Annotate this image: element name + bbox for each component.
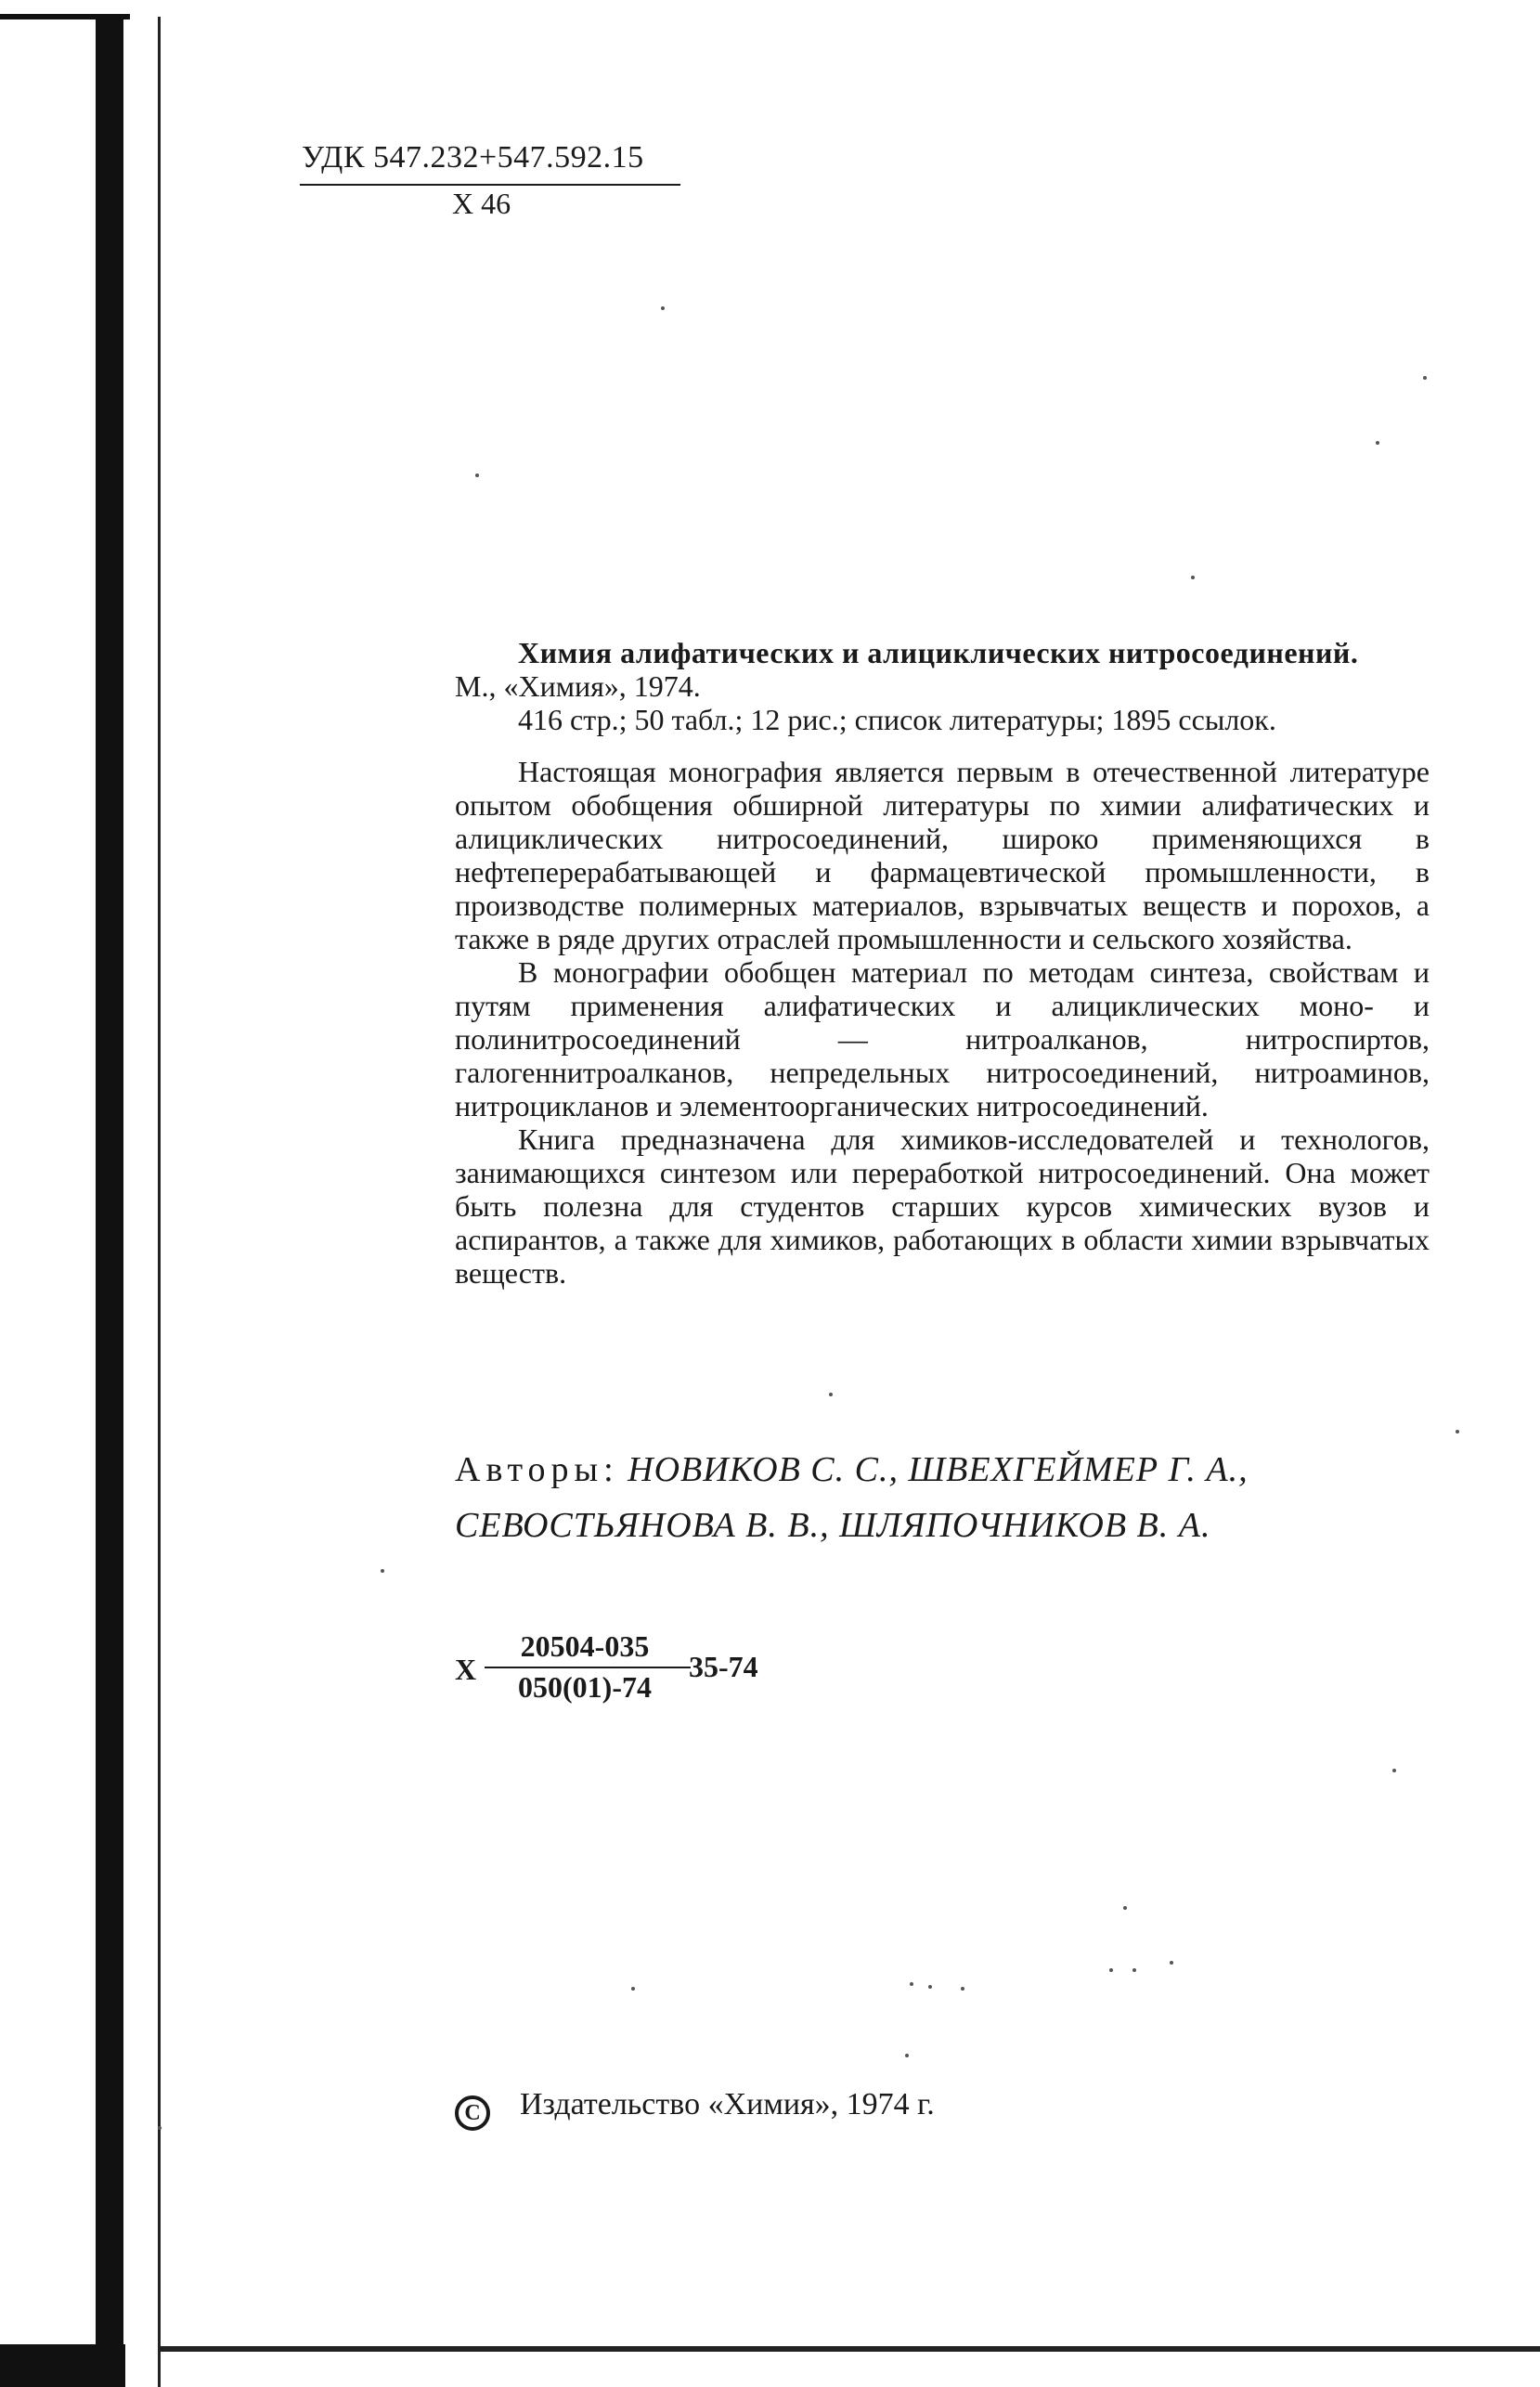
annotation-paragraph-2: В монографии обобщен материал по методам синтеза, свойствам и путям применения алифатических и алициклических моно- и полинитросоединений — нитроалканов, нитроспиртов, галогеннитроалканов, непредельных нитросоединений, нитроаминов, нитроцикланов и элементоорганических нитросоединений. (455, 955, 1430, 1122)
scan-speck (475, 474, 479, 477)
scan-speck (961, 1987, 964, 1991)
scan-edge-left-thick (96, 17, 123, 2387)
book-imprint: М., «Химия», 1974. (455, 669, 701, 703)
scan-speck (631, 1987, 635, 1991)
scan-speck (829, 1393, 833, 1396)
catalog-code-suffix: 35-74 (689, 1650, 758, 1683)
scan-speck (661, 306, 665, 310)
scan-speck (1392, 1769, 1396, 1772)
annotation (455, 755, 1430, 1290)
copyright-icon: C (455, 2095, 490, 2131)
authors-label: Авторы: (455, 1450, 619, 1489)
scan-speck (158, 2126, 162, 2130)
annotation-paragraph-1: Настоящая монография является первым в отечественной литературе опытом обобщения обширной литературы по химии алифатических и алициклических нитросоединений, широко применяющихся в нефтеперерабатывающей и фармацевтической промышленности, в производстве полимерных материалов, взрывчатых веществ и порохов, а также в ряде других отраслей промышленности и сельского хозяйства. (455, 755, 1430, 955)
authors-line-2: СЕВОСТЬЯНОВА В. В., ШЛЯПОЧНИКОВ В. А. (455, 1506, 1211, 1545)
udk-index: Х 46 (452, 187, 511, 220)
catalog-code-fraction-line (485, 1667, 691, 1668)
scan-speck (381, 1569, 384, 1573)
catalog-code (455, 1629, 826, 1722)
bibliographic-record (455, 636, 1430, 736)
scan-speck (1132, 1968, 1136, 1972)
scan-speck (1456, 1430, 1459, 1433)
scan-speck (1170, 1961, 1173, 1965)
scan-edge-bottom (158, 2346, 1540, 2352)
scan-edge-left-thin (158, 17, 161, 2387)
udk-code: УДК 547.232+547.592.15 (302, 140, 644, 175)
scan-speck (1109, 1968, 1113, 1972)
catalog-code-numerator: 20504-035 (520, 1629, 650, 1663)
annotation-paragraph-3: Книга предназначена для химиков-исследователей и технологов, занимающихся синтезом или переработкой нитросоединений. Она может быть полезна для студентов старших курсов химических вузов и аспирантов, а также для химиков, работающих в области химии взрывчатых веществ. (455, 1122, 1430, 1290)
scan-speck (1123, 1906, 1127, 1910)
book-title: Химия алифатических и алициклических нитросоединений. (518, 636, 1359, 669)
book-extent: 416 стр.; 50 табл.; 12 рис.; список литературы; 1895 ссылок. (518, 703, 1276, 736)
scan-edge-bottom-left (0, 2344, 125, 2387)
scan-speck (928, 1985, 932, 1989)
scan-speck (910, 1982, 913, 1986)
catalog-code-denominator: 050(01)-74 (518, 1670, 652, 1704)
scan-speck (1191, 576, 1195, 579)
authors-line-1: НОВИКОВ С. С., ШВЕХГЕЙМЕР Г. А., (628, 1450, 1249, 1489)
scan-speck (1423, 376, 1427, 380)
authors (455, 1442, 1457, 1553)
copyright-line (455, 2086, 935, 2131)
catalog-code-prefix: Х (455, 1653, 477, 1686)
scan-speck (1376, 441, 1379, 445)
copyright-text: Издательство «Химия», 1974 г. (520, 2087, 935, 2121)
scan-speck (905, 2054, 909, 2057)
